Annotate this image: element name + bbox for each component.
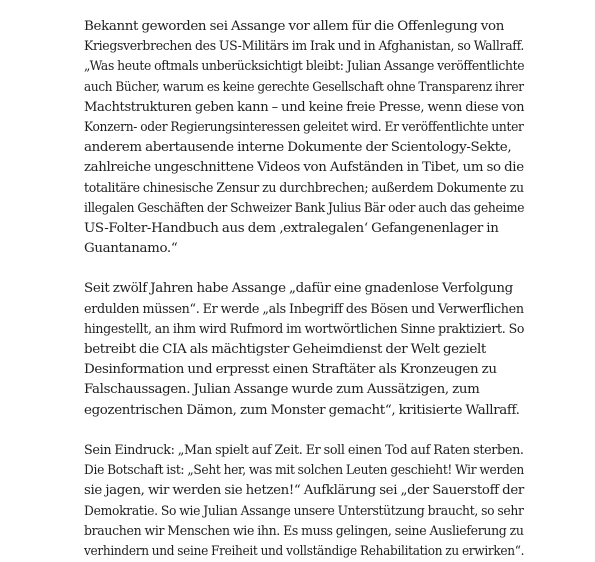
text-line: auch Bücher, warum es keine gerechte Gesellschaft ohne Transparenz ihrer [84,79,524,95]
text-line: Sein Eindruck: „Man spielt auf Zeit. Er soll einen Tod auf Raten sterben. [84,442,524,458]
text-line: zahlreiche ungeschnittene Videos von Aufständen in Tibet, um so die [84,160,524,176]
text-line: betreibt die CIA als mächtigster Geheimdienst der Welt gezielt [84,342,486,357]
text-line: brauchen wir Menschen wie ihn. Es muss gelingen, seine Auslieferung zu [84,523,524,539]
text-line: Die Botschaft ist: „Seht her, was mit solchen Leuten geschieht! Wir werden [84,463,524,479]
text-line: Guantanamo.“ [84,241,178,257]
paragraph-3 [84,441,524,562]
text-line: Machtstrukturen geben kann – und keine freie Presse, wenn diese von [84,99,525,115]
article-body [84,17,524,562]
text-line: verhindern und seine Freiheit und vollständige Rehabilitation zu erwirken“. [84,543,525,559]
paragraph-1 [84,17,524,259]
text-line: hingestellt, an ihm wird Rufmord im wortwörtlichen Sinne praktiziert. So [84,321,525,337]
text-line: Falschaussagen. Julian Assange wurde zum Aussätzigen, zum [84,382,480,398]
text-line: Kriegsverbrechen des US-Militärs im Irak und in Afghanistan, so Wallraff. [84,39,525,55]
text-line: anderem abertausende interne Dokumente der Scientology-Sekte, [84,140,512,156]
text-line: erdulden müssen“. Er werde „als Inbegriff des Bösen und Verwerflichen [84,301,524,317]
text-line: egozentrischen Dämon, zum Monster gemacht“, kritisierte Wallraff. [84,402,520,418]
text-line: Demokratie. So wie Julian Assange unsere Unterstützung braucht, so sehr [84,503,524,519]
text-line: illegalen Geschäften der Schweizer Bank Julius Bär oder auch das geheime [84,200,525,216]
text-line: „Was heute oftmals unberücksichtigt bleibt: Julian Assange veröffentlichte [84,59,525,75]
text-line: Bekannt geworden sei Assange vor allem für die Offenlegung von [84,19,504,34]
paragraph-2 [84,279,524,420]
text-line: totalitäre chinesische Zensur zu durchbrechen; außerdem Dokumente zu [84,180,524,196]
text-line: Desinformation und erpresst einen Straftäter als Kronzeugen zu [84,362,497,378]
text-line: Konzern- oder Regierungsinteressen geleitet wird. Er veröffentlichte unter [84,119,524,135]
text-line: US-Folter-Handbuch aus dem ‚extralegalen‘ Gefangenenlager in [84,220,499,236]
text-line: Seit zwölf Jahren habe Assange „dafür eine gnadenlose Verfolgung [84,281,513,297]
text-line: sie jagen, wir werden sie hetzen!“ Aufklärung sei „der Sauerstoff der [84,483,524,499]
